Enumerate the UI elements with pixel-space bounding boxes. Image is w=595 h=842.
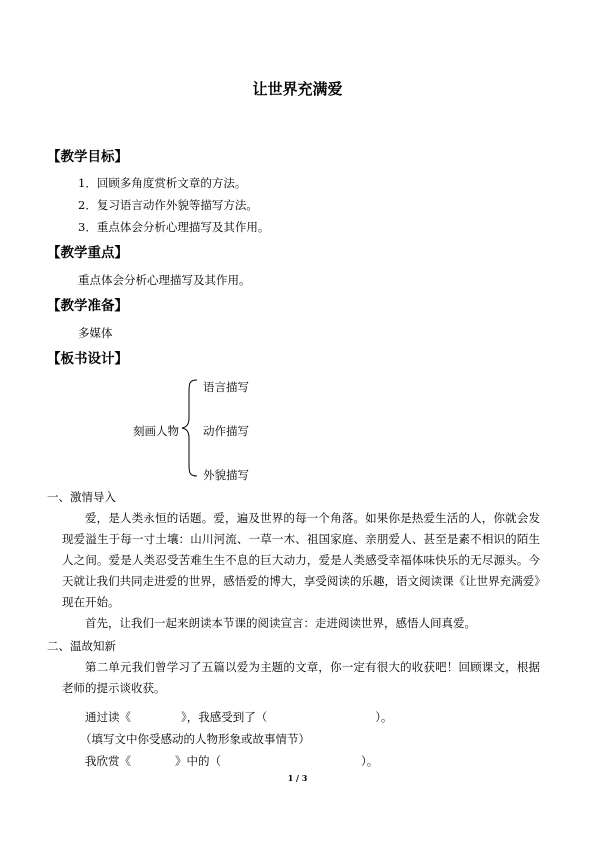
fill-in-text: ）。 (361, 754, 379, 768)
document-title: 让世界充满爱 (252, 80, 343, 98)
fill-in-text: 通过读《 (85, 710, 131, 724)
section-heading-board-design: 【板书设计】 (47, 351, 128, 367)
fill-in-text: 》中的（ (175, 754, 221, 768)
intro-paragraph: 爱，是人类永恒的话题。爱，遍及世界的每一个角落。如果你是热爱生活的人，你就会发现爱溢生于每一寸土壤：山川河流、一草一木、祖国家庭、亲朋爱人、甚至是素不相识的陌生人之间。爱是人类忍受苦难生生不息的巨大动力，爱是人类感受幸福体味快乐的无尽源头。今天就让我们共同走进爱的世界，感悟爱的博大，享受阅读的乐趣，语文阅读课《让世界充满爱》现在开始。 (62, 511, 540, 609)
objective-item: 2．复习语言动作外貌等描写方法。 (78, 198, 258, 212)
board-branch-label: 语言描写 (203, 380, 249, 394)
fill-in-text: 》，我感受到了（ (181, 710, 268, 724)
preparation-text: 多媒体 (78, 326, 113, 340)
key-points-text: 重点体会分析心理描写及其作用。 (78, 273, 251, 287)
part-heading-intro: 一、激情导入 (47, 490, 116, 504)
fill-in-line (85, 709, 393, 725)
fill-in-text: ）。 (375, 710, 393, 724)
board-branch-label: 外貌描写 (203, 468, 249, 482)
board-root-label: 刻画人物 (133, 424, 179, 438)
curly-brace-icon (181, 378, 199, 478)
objective-item: 3．重点体会分析心理描写及其作用。 (78, 220, 270, 234)
part-heading-review: 二、温故知新 (47, 639, 116, 653)
fill-in-hint: （填写文中你受感动的人物形象或故事情节） (80, 732, 310, 746)
section-heading-key-points: 【教学重点】 (47, 245, 128, 261)
fill-in-text: 我欣赏《 (85, 754, 131, 768)
section-heading-preparation: 【教学准备】 (47, 298, 128, 314)
objective-item: 1．回顾多角度赏析文章的方法。 (78, 176, 247, 190)
page-number: 1 / 3 (287, 773, 308, 783)
section-heading-objectives: 【教学目标】 (47, 149, 128, 165)
fill-in-line (85, 753, 378, 769)
review-paragraph: 第二单元我们曾学习了五篇以爱为主题的文章，你一定有很大的收获吧！回顾课文，根据老师的提示谈收获。 (62, 660, 540, 695)
board-branch-label: 动作描写 (203, 424, 249, 438)
intro-paragraph: 首先，让我们一起来朗读本节课的阅读宣言：走进阅读世界，感悟人间真爱。 (85, 616, 476, 630)
